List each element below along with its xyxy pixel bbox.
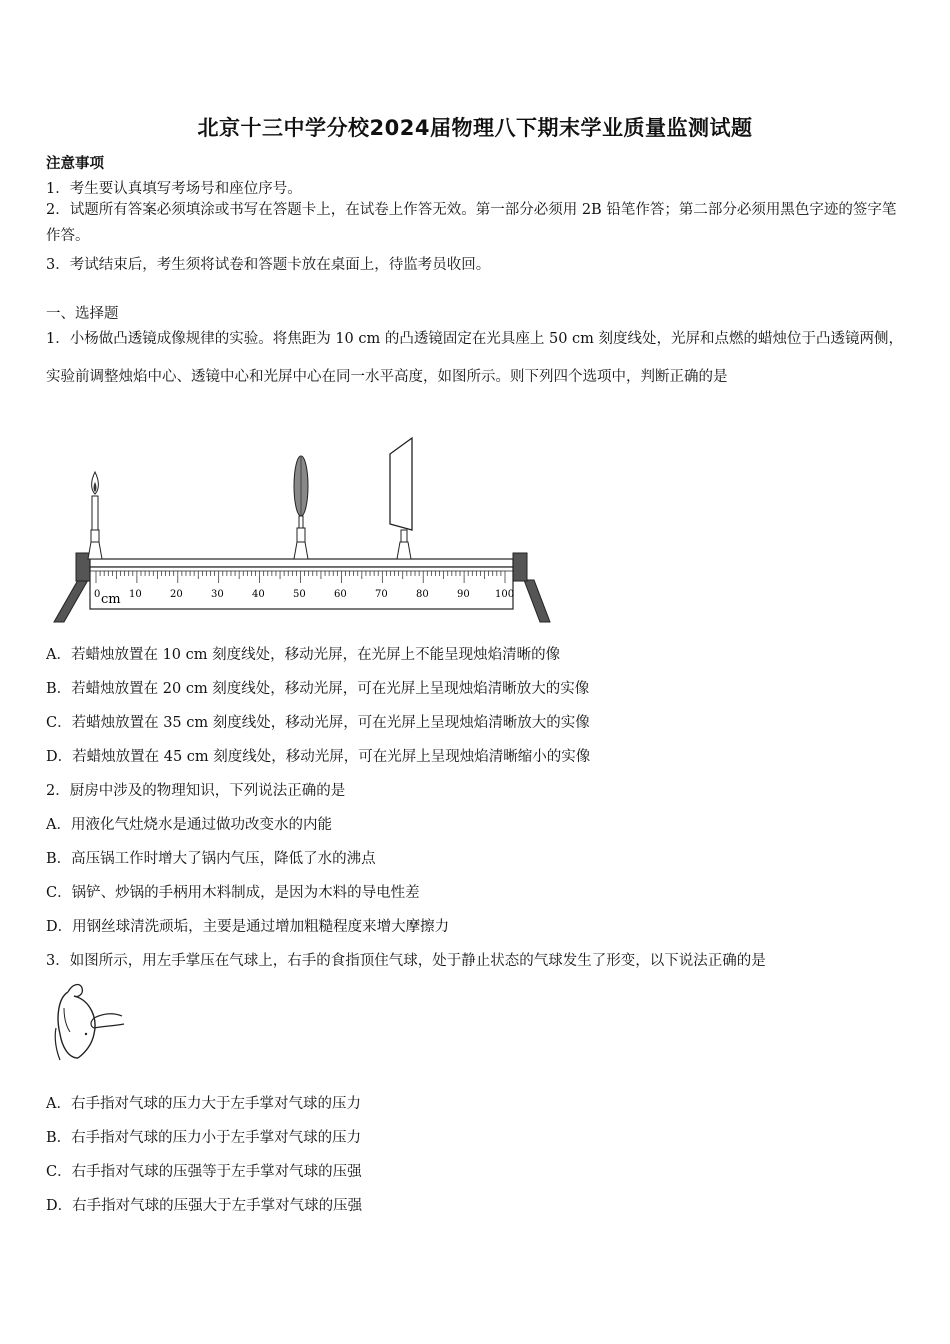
q3-option-d: D．右手指对气球的压强大于左手掌对气球的压强	[46, 1198, 363, 1214]
q2-option-b: B．高压锅工作时增大了锅内气压，降低了水的沸点	[46, 851, 376, 867]
optical-bench-figure	[50, 430, 560, 630]
ruler-label-100: 100	[495, 589, 515, 600]
page-title: 北京十三中学分校2024届物理八下期末学业质量监测试题	[197, 116, 753, 140]
ruler-label-70: 70	[375, 589, 388, 600]
balloon-hand-figure	[50, 978, 130, 1064]
q2-option-c: C．锅铲、炒锅的手柄用木料制成，是因为木料的导电性差	[46, 885, 420, 901]
ruler-label-20: 20	[170, 589, 183, 600]
q1-stem: 1．小杨做凸透镜成像规律的实验。将焦距为 10 cm 的凸透镜固定在光具座上 50 cm 刻度线处，光屏和点燃的蜡烛位于凸透镜两侧，实验前调整烛焰中心、透镜中心和光屏中心在同一水平高度，如图所示。则下列四个选项中，判断正确的是	[46, 331, 904, 385]
left-leg	[54, 580, 88, 622]
notice-heading: 注意事项	[46, 155, 104, 172]
q2-stem: 2．厨房中涉及的物理知识，下列说法正确的是	[46, 783, 346, 799]
notice-item-1: 1．考生要认真填写考场号和座位序号。	[46, 181, 302, 197]
q2-option-a: A．用液化气灶烧水是通过做功改变水的内能	[46, 817, 332, 833]
q1-option-b: B．若蜡烛放置在 20 cm 刻度线处，移动光屏，可在光屏上呈现烛焰清晰放大的实像	[46, 681, 590, 697]
q1-option-d: D．若蜡烛放置在 45 cm 刻度线处，移动光屏，可在光屏上呈现烛焰清晰缩小的实像	[46, 749, 591, 765]
q3-option-b: B．右手指对气球的压力小于左手掌对气球的压力	[46, 1130, 362, 1146]
q3-option-c: C．右手指对气球的压强等于左手掌对气球的压强	[46, 1164, 362, 1180]
ruler-label-90: 90	[457, 589, 470, 600]
ruler-label-10: 10	[129, 589, 142, 600]
q2-option-d: D．用钢丝球清洗顽垢，主要是通过增加粗糙程度来增大摩擦力	[46, 919, 450, 935]
ruler-label-40: 40	[252, 589, 265, 600]
ruler-label-60: 60	[334, 589, 347, 600]
ruler-label-0: 0	[94, 589, 101, 600]
q1-option-a: A．若蜡烛放置在 10 cm 刻度线处，移动光屏，在光屏上不能呈现烛焰清晰的像	[46, 647, 561, 663]
notice-item-3: 3．考试结束后，考生须将试卷和答题卡放在桌面上，待监考员收回。	[46, 257, 491, 273]
convex-lens	[294, 456, 308, 559]
candle	[88, 472, 102, 559]
right-end-block	[513, 553, 527, 581]
bench-rail	[90, 559, 513, 567]
ruler-label-80: 80	[416, 589, 429, 600]
q3-stem: 3．如图所示，用左手掌压在气球上，右手的食指顶住气球，处于静止状态的气球发生了形变，以下说法正确的是	[46, 953, 766, 969]
light-screen	[390, 438, 412, 559]
ruler-label-50: 50	[293, 589, 306, 600]
q3-option-a: A．右手指对气球的压力大于左手掌对气球的压力	[46, 1096, 361, 1112]
q1-option-c: C．若蜡烛放置在 35 cm 刻度线处，移动光屏，可在光屏上呈现烛焰清晰放大的实像	[46, 715, 590, 731]
ruler-label-30: 30	[211, 589, 224, 600]
ruler-unit: cm	[101, 592, 121, 607]
notice-item-2: 2．试题所有答案必须填涂或书写在答题卡上，在试卷上作答无效。第一部分必须用 2B 铅笔作答；第二部分必须用黑色字迹的签字笔作答。	[46, 202, 897, 244]
right-leg	[524, 580, 550, 622]
section-heading: 一、选择题	[46, 306, 119, 322]
